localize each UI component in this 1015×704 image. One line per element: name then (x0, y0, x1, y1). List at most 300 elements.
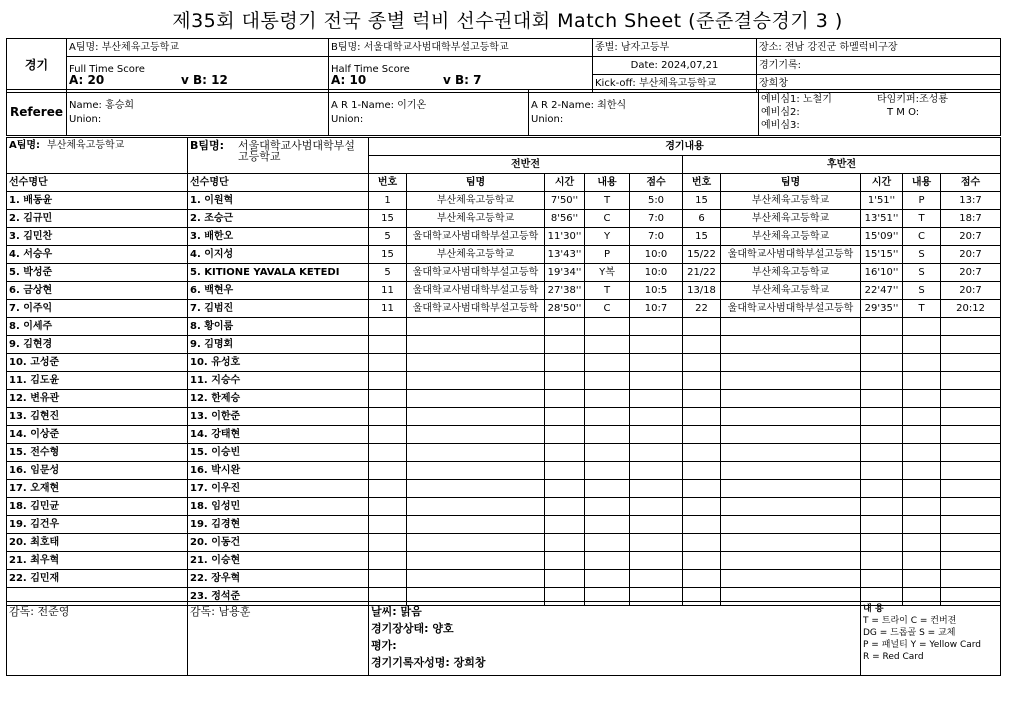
ar2-union: Union: (531, 113, 564, 125)
first-half-no (369, 444, 407, 462)
full-time-score-cell (67, 57, 329, 93)
first-half-time (545, 462, 585, 480)
second-half-type: P (903, 192, 941, 210)
ar1-cell (329, 90, 529, 136)
first-half-team: 울대학교사범대학부설고등학 (407, 282, 545, 300)
first-half-team (407, 318, 545, 336)
table-row (7, 390, 1001, 408)
first-half-no (369, 480, 407, 498)
first-half-no (369, 534, 407, 552)
first-half-score (630, 354, 683, 372)
table-row (7, 336, 1001, 354)
match-notes (369, 602, 861, 676)
first-half-team: 울대학교사범대학부설고등학 (407, 228, 545, 246)
first-half-score (630, 336, 683, 354)
first-half-no: 11 (369, 282, 407, 300)
reserve-referee-1: 예비심1: 노철기 (761, 94, 832, 105)
first-half-no (369, 390, 407, 408)
second-half-no (683, 552, 721, 570)
first-half-team (407, 552, 545, 570)
game-label: 경기 (7, 39, 67, 93)
first-half-type (585, 498, 630, 516)
first-half-no: 5 (369, 264, 407, 282)
first-half-type: Y (585, 228, 630, 246)
second-half-type: S (903, 264, 941, 282)
second-half-no: 15/22 (683, 246, 721, 264)
team-a-player: 2. 김규민 (7, 210, 188, 228)
second-half-time (861, 516, 903, 534)
first-half-team: 부산체육고등학교 (407, 192, 545, 210)
team-b-player: 1. 이원혁 (188, 192, 369, 210)
table-row (7, 498, 1001, 516)
first-half-score (630, 408, 683, 426)
half-time-label: Half Time Score (331, 63, 410, 75)
referee-union: Union: (69, 113, 102, 125)
coach-b: 감독: 남용훈 (188, 602, 369, 676)
second-half-time (861, 354, 903, 372)
second-half-no (683, 534, 721, 552)
first-half-no: 1 (369, 192, 407, 210)
legend-line: DG = 드롭골 S = 교체 (863, 628, 956, 638)
second-half-no (683, 408, 721, 426)
recorder: 장희창 (757, 75, 1001, 93)
second-half-time: 15'15'' (861, 246, 903, 264)
match-content-label: 경기내용 (369, 138, 1001, 156)
second-half-team (721, 372, 861, 390)
first-half-no (369, 426, 407, 444)
second-half-team (721, 390, 861, 408)
first-half-type (585, 516, 630, 534)
first-half-time: 11'30'' (545, 228, 585, 246)
legend (861, 602, 1001, 676)
first-half-score (630, 426, 683, 444)
first-half-team (407, 462, 545, 480)
second-half-time (861, 408, 903, 426)
table-row (7, 192, 1001, 210)
first-half-score (630, 516, 683, 534)
second-half-time: 15'09'' (861, 228, 903, 246)
second-half-no: 13/18 (683, 282, 721, 300)
table-row (7, 228, 1001, 246)
team-b-player: 19. 김경현 (188, 516, 369, 534)
team-b-player: 11. 지승수 (188, 372, 369, 390)
first-half-type: C (585, 210, 630, 228)
team-b-player: 20. 이동건 (188, 534, 369, 552)
team-b-player: 12. 한제승 (188, 390, 369, 408)
second-half-time (861, 444, 903, 462)
second-half-score: 13:7 (941, 192, 1001, 210)
first-half-time: 27'38'' (545, 282, 585, 300)
first-half-no: 15 (369, 246, 407, 264)
second-half-no (683, 372, 721, 390)
second-half-team: 부산체육고등학교 (721, 264, 861, 282)
division: 종별: 남자고등부 (593, 39, 757, 57)
second-half-team (721, 426, 861, 444)
first-half-time (545, 390, 585, 408)
first-half-col-type: 내용 (585, 174, 630, 192)
first-half-score (630, 570, 683, 588)
second-half-time (861, 480, 903, 498)
first-half-time: 7'50'' (545, 192, 585, 210)
first-half-type (585, 480, 630, 498)
second-half-no (683, 462, 721, 480)
second-half-score (941, 570, 1001, 588)
second-half-no (683, 570, 721, 588)
first-half-time (545, 498, 585, 516)
first-half-team (407, 426, 545, 444)
second-half-team (721, 318, 861, 336)
team-a-player: 13. 김현진 (7, 408, 188, 426)
second-half-score: 20:7 (941, 228, 1001, 246)
page-title: 제35회 대통령기 전국 종별 럭비 선수권대회 Match Sheet (준준결승경기 3 ) (172, 10, 843, 32)
table-row (7, 282, 1001, 300)
second-half-time (861, 390, 903, 408)
second-half-no (683, 354, 721, 372)
first-half-type (585, 444, 630, 462)
table-row (7, 372, 1001, 390)
team-a-player: 5. 박성준 (7, 264, 188, 282)
first-half-score (630, 318, 683, 336)
second-half-type (903, 552, 941, 570)
second-half-score (941, 336, 1001, 354)
second-half-type (903, 336, 941, 354)
second-half-score: 20:12 (941, 300, 1001, 318)
second-half-type (903, 570, 941, 588)
first-half-score (630, 462, 683, 480)
first-half-time (545, 426, 585, 444)
reserve-referee-2: 예비심2: (761, 107, 800, 118)
first-half-col-no: 번호 (369, 174, 407, 192)
first-half-team (407, 354, 545, 372)
second-half-no (683, 444, 721, 462)
table-row (7, 444, 1001, 462)
first-half-time (545, 336, 585, 354)
table-row (7, 462, 1001, 480)
second-half-time (861, 336, 903, 354)
table-row (7, 210, 1001, 228)
first-half-no (369, 498, 407, 516)
first-half-team (407, 570, 545, 588)
team-b-player: 16. 박시완 (188, 462, 369, 480)
team-a-player: 4. 서승우 (7, 246, 188, 264)
first-half-no (369, 408, 407, 426)
table-row (7, 480, 1001, 498)
second-half-team (721, 408, 861, 426)
first-half-score (630, 534, 683, 552)
first-half-col-time: 시간 (545, 174, 585, 192)
second-half-type (903, 462, 941, 480)
second-half-time: 22'47'' (861, 282, 903, 300)
table-row (7, 516, 1001, 534)
first-half-no (369, 462, 407, 480)
team-a-header-label: A팀명: (9, 140, 41, 151)
first-half-type (585, 354, 630, 372)
second-half-no: 22 (683, 300, 721, 318)
venue: 장소: 전남 강진군 하멜럭비구장 (757, 39, 1001, 57)
second-half-no (683, 480, 721, 498)
second-half-score (941, 498, 1001, 516)
first-half-team (407, 372, 545, 390)
team-a-player: 3. 김민찬 (7, 228, 188, 246)
second-half-score: 20:7 (941, 264, 1001, 282)
legend-line: T = 트라이 C = 컨버젼 (863, 616, 957, 626)
first-half-type (585, 426, 630, 444)
first-half-no (369, 552, 407, 570)
team-a-player: 12. 변유관 (7, 390, 188, 408)
second-half-type (903, 390, 941, 408)
second-half-time (861, 552, 903, 570)
second-half-team: 울대학교사범대학부설고등학 (721, 246, 861, 264)
second-half-score (941, 354, 1001, 372)
second-half-type (903, 534, 941, 552)
table-row (7, 300, 1001, 318)
second-half-time (861, 462, 903, 480)
first-half-time: 8'56'' (545, 210, 585, 228)
first-half-type: C (585, 300, 630, 318)
half-time-score-b: v B: 7 (443, 72, 482, 87)
first-half-col-team: 팀명 (407, 174, 545, 192)
first-half-time (545, 534, 585, 552)
team-b-player: 5. KITIONE YAVALA KETEDI (188, 264, 369, 282)
first-half-type (585, 336, 630, 354)
first-half-type (585, 390, 630, 408)
first-half-no (369, 336, 407, 354)
second-half-score: 20:7 (941, 246, 1001, 264)
ar1-union: Union: (331, 113, 364, 125)
team-b-player: 18. 임성민 (188, 498, 369, 516)
second-half-score (941, 390, 1001, 408)
team-a-player: 17. 오재현 (7, 480, 188, 498)
first-half-team: 울대학교사범대학부설고등학 (407, 264, 545, 282)
second-half-type (903, 516, 941, 534)
first-half-score: 7:0 (630, 228, 683, 246)
first-half-team (407, 336, 545, 354)
second-half-no (683, 426, 721, 444)
second-half-no (683, 336, 721, 354)
second-half-team (721, 480, 861, 498)
team-b-player: 14. 강태현 (188, 426, 369, 444)
first-half-time: 19'34'' (545, 264, 585, 282)
team-a-player: 21. 최우혁 (7, 552, 188, 570)
second-half-team (721, 570, 861, 588)
table-row (7, 318, 1001, 336)
first-half-label: 전반전 (369, 156, 683, 174)
second-half-col-team: 팀명 (721, 174, 861, 192)
team-b-player: 23. 정석준 (188, 588, 369, 606)
second-half-score (941, 552, 1001, 570)
first-half-type (585, 318, 630, 336)
match-content-table (6, 137, 1001, 606)
first-half-team (407, 444, 545, 462)
match-header-table (6, 38, 1001, 93)
second-half-col-time: 시간 (861, 174, 903, 192)
first-half-no (369, 372, 407, 390)
second-half-team (721, 354, 861, 372)
weather: 날씨: 맑음 (371, 605, 422, 618)
second-half-team (721, 552, 861, 570)
timekeeper: 타임키퍼:조성룡 (877, 94, 948, 105)
second-half-type (903, 444, 941, 462)
first-half-type: T (585, 282, 630, 300)
ar1-name: A R 1-Name: 이기온 (331, 99, 427, 111)
second-half-team: 부산체육고등학교 (721, 192, 861, 210)
second-half-time (861, 570, 903, 588)
second-half-time (861, 426, 903, 444)
second-half-time (861, 372, 903, 390)
first-half-score: 10:5 (630, 282, 683, 300)
second-half-type (903, 498, 941, 516)
team-a-player: 8. 이세주 (7, 318, 188, 336)
first-half-team (407, 498, 545, 516)
team-a-player: 1. 배동윤 (7, 192, 188, 210)
referee-table (6, 89, 1001, 136)
first-half-team (407, 390, 545, 408)
first-half-no (369, 318, 407, 336)
half-time-score-cell (329, 57, 593, 93)
team-b-players-header: 선수명단 (188, 174, 369, 192)
second-half-type (903, 408, 941, 426)
kickoff: Kick-off: 부산체육고등학교 (593, 75, 757, 93)
first-half-no: 11 (369, 300, 407, 318)
referee-label: Referee (7, 90, 67, 136)
team-a-player: 9. 김현경 (7, 336, 188, 354)
first-half-time (545, 570, 585, 588)
first-half-score: 10:0 (630, 264, 683, 282)
second-half-team: 부산체육고등학교 (721, 282, 861, 300)
first-half-time (545, 552, 585, 570)
legend-line: R = Red Card (863, 652, 924, 662)
first-half-score: 7:0 (630, 210, 683, 228)
second-half-team (721, 336, 861, 354)
first-half-no (369, 570, 407, 588)
first-half-time (545, 408, 585, 426)
second-half-type (903, 426, 941, 444)
first-half-time (545, 516, 585, 534)
first-half-no (369, 354, 407, 372)
rating: 평가: (371, 639, 397, 652)
second-half-type: C (903, 228, 941, 246)
second-half-no: 15 (683, 192, 721, 210)
team-b-player: 10. 유성호 (188, 354, 369, 372)
second-half-score (941, 318, 1001, 336)
team-a-header (7, 138, 188, 174)
team-a-header-name: 부산체육고등학교 (47, 140, 125, 151)
first-half-col-score: 점수 (630, 174, 683, 192)
referee-name: Name: 홍승희 (69, 99, 135, 111)
team-a-name: A팀명: 부산체육고등학교 (67, 39, 329, 57)
first-half-team: 부산체육고등학교 (407, 210, 545, 228)
team-a-player: 18. 김민균 (7, 498, 188, 516)
first-half-type: Y복 (585, 264, 630, 282)
second-half-type: T (903, 210, 941, 228)
second-half-score (941, 516, 1001, 534)
second-half-type: T (903, 300, 941, 318)
first-half-team: 울대학교사범대학부설고등학 (407, 300, 545, 318)
first-half-time (545, 444, 585, 462)
footer-table (6, 601, 1001, 676)
reserve-referee-3: 예비심3: (761, 120, 800, 131)
second-half-score (941, 444, 1001, 462)
first-half-no: 5 (369, 228, 407, 246)
second-half-time (861, 318, 903, 336)
second-half-type (903, 318, 941, 336)
table-row (7, 264, 1001, 282)
second-half-col-type: 내용 (903, 174, 941, 192)
team-a-player: 15. 전수형 (7, 444, 188, 462)
first-half-score (630, 390, 683, 408)
first-half-score (630, 552, 683, 570)
second-half-no (683, 318, 721, 336)
first-half-score: 10:0 (630, 246, 683, 264)
team-a-player: 20. 최호태 (7, 534, 188, 552)
table-row (7, 354, 1001, 372)
second-half-score (941, 534, 1001, 552)
second-half-team (721, 516, 861, 534)
team-b-player: 3. 배한오 (188, 228, 369, 246)
full-time-score-a: A: 20 (69, 72, 105, 87)
match-date: Date: 2024,07,21 (593, 57, 757, 75)
second-half-type (903, 480, 941, 498)
tmo: T M O: (887, 107, 920, 118)
first-half-time: 13'43'' (545, 246, 585, 264)
first-half-time (545, 354, 585, 372)
team-b-player: 8. 황이룸 (188, 318, 369, 336)
first-half-time (545, 318, 585, 336)
second-half-type (903, 372, 941, 390)
first-half-team (407, 516, 545, 534)
team-a-player: 6. 금상현 (7, 282, 188, 300)
team-b-header-label: B팀명: (190, 139, 225, 152)
second-half-type: S (903, 282, 941, 300)
first-half-score (630, 480, 683, 498)
second-half-time (861, 534, 903, 552)
first-half-type (585, 552, 630, 570)
first-half-score: 10:7 (630, 300, 683, 318)
second-half-time (861, 498, 903, 516)
first-half-no (369, 516, 407, 534)
second-half-score (941, 426, 1001, 444)
first-half-score (630, 498, 683, 516)
first-half-type: P (585, 246, 630, 264)
second-half-score (941, 462, 1001, 480)
first-half-type (585, 372, 630, 390)
second-half-score (941, 372, 1001, 390)
ar2-name: A R 2-Name: 최한식 (531, 99, 627, 111)
record-label: 경기기록: (757, 57, 1001, 75)
team-b-header (188, 138, 369, 174)
second-half-type (903, 354, 941, 372)
second-half-no (683, 498, 721, 516)
first-half-type (585, 534, 630, 552)
team-a-player: 22. 김민재 (7, 570, 188, 588)
team-a-player: 11. 김도윤 (7, 372, 188, 390)
first-half-type (585, 462, 630, 480)
second-half-no: 21/22 (683, 264, 721, 282)
second-half-col-score: 점수 (941, 174, 1001, 192)
first-half-team: 부산체육고등학교 (407, 246, 545, 264)
half-time-score-a: A: 10 (331, 72, 367, 87)
table-row (7, 552, 1001, 570)
table-row (7, 426, 1001, 444)
team-b-player: 4. 이지성 (188, 246, 369, 264)
second-half-no: 15 (683, 228, 721, 246)
team-b-player: 22. 장우혁 (188, 570, 369, 588)
first-half-no: 15 (369, 210, 407, 228)
field-condition: 경기장상태: 양호 (371, 622, 454, 635)
legend-line: P = 패널티 Y = Yellow Card (863, 640, 982, 650)
second-half-team: 부산체육고등학교 (721, 210, 861, 228)
team-a-player: 19. 김건우 (7, 516, 188, 534)
